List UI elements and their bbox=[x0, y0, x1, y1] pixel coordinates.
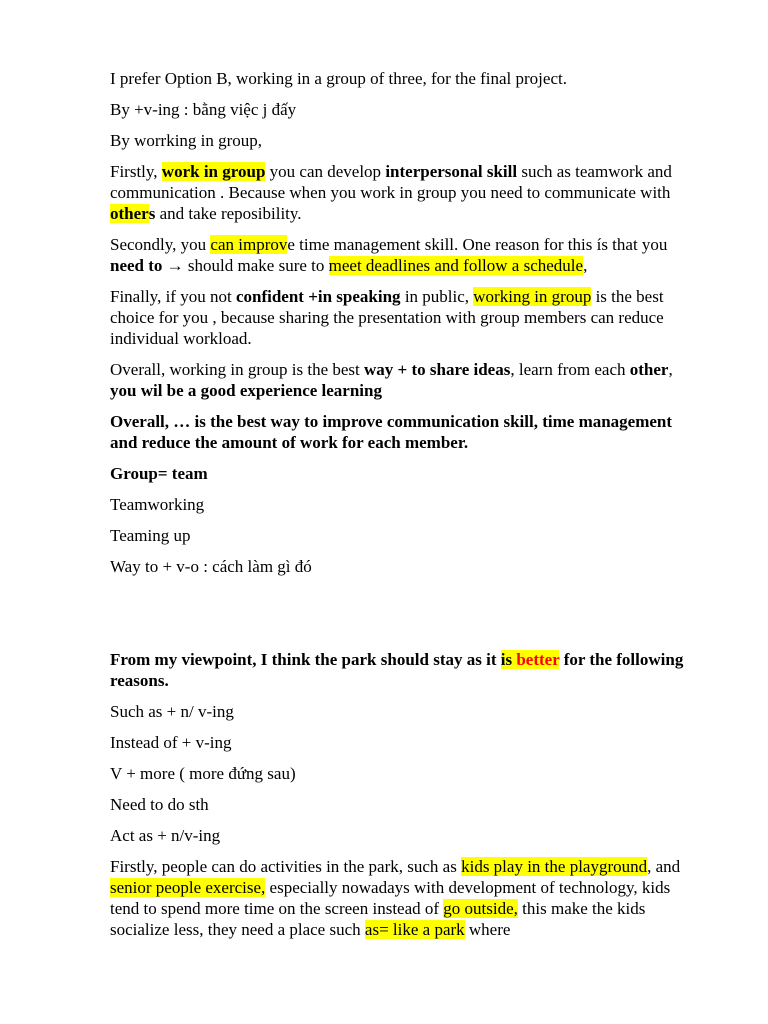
text: such as teamwork and communication . Because when you work in group you need to communicate with bbox=[110, 162, 672, 202]
paragraph-by-ving: By +v-ing : bằng việc j đấy bbox=[110, 100, 297, 119]
paragraph-viewpoint bbox=[110, 649, 690, 691]
bold-text: interpersonal skill bbox=[385, 162, 518, 181]
bold-text: s bbox=[148, 204, 156, 223]
text: is the best choice for you , because sharing the presentation with group members can reduce individual workload. bbox=[110, 287, 664, 348]
bold-text: you wil be a good experience learning bbox=[110, 381, 382, 400]
highlighted-text: is bbox=[500, 650, 517, 669]
paragraph-overall-2 bbox=[110, 411, 690, 453]
paragraph-secondly bbox=[110, 234, 690, 276]
paragraph-firstly bbox=[110, 161, 690, 224]
bold-text: confident +in speaking bbox=[235, 287, 401, 306]
text: , learn from each bbox=[510, 360, 630, 379]
text: you can develop bbox=[265, 162, 386, 181]
paragraph-option-b: I prefer Option B, working in a group of three, for the final project. bbox=[110, 69, 567, 88]
paragraph-way-to: Way to + v-o : cách làm gì đó bbox=[110, 557, 312, 576]
paragraph-such-as: Such as + n/ v-ing bbox=[110, 702, 234, 721]
text: Overall, working in group is the best bbox=[110, 360, 365, 379]
paragraph-v-more: V + more ( more đứng sau) bbox=[110, 764, 296, 783]
text: , bbox=[583, 256, 588, 275]
paragraph-need-to: Need to do sth bbox=[110, 795, 209, 814]
text: Firstly, bbox=[110, 162, 162, 181]
highlighted-text: as= like a park bbox=[364, 920, 465, 939]
paragraph-teamworking: Teamworking bbox=[110, 495, 205, 514]
text: Firstly, people can do activities in the park, such as bbox=[110, 857, 462, 876]
text: especially nowadays with development of technology, kids tend to spend more time on the screen instead of bbox=[110, 878, 671, 918]
paragraph-finally bbox=[110, 286, 690, 349]
bold-text: for the following reasons. bbox=[110, 650, 684, 690]
bold-text: Overall, … is the best way to improve communication skill, time management and reduce the amount of work for each member. bbox=[110, 412, 673, 452]
text: → should make sure to bbox=[162, 256, 329, 275]
bold-text: way + to share ideas bbox=[364, 360, 511, 379]
document-page bbox=[110, 68, 690, 950]
text: in public, bbox=[400, 287, 474, 306]
paragraph-by-working: By worrking in group, bbox=[110, 131, 263, 150]
text: where bbox=[464, 920, 511, 939]
highlighted-text: go outside, bbox=[443, 899, 518, 918]
text: and take reposibility. bbox=[155, 204, 302, 223]
blank-space bbox=[110, 587, 690, 649]
bold-text: Group= team bbox=[110, 464, 208, 483]
text: , and bbox=[647, 857, 681, 876]
highlighted-text: work in group bbox=[161, 162, 266, 181]
text: Secondly, you bbox=[110, 235, 211, 254]
bold-text: From my viewpoint, I think the park should stay as it bbox=[110, 650, 501, 669]
text: Finally, if you not bbox=[110, 287, 236, 306]
paragraph-teaming-up: Teaming up bbox=[110, 526, 191, 545]
red-highlighted-text: better bbox=[516, 650, 560, 669]
bold-text: other bbox=[629, 360, 669, 379]
bold-text: need to bbox=[110, 256, 163, 275]
paragraph-instead-of: Instead of + v-ing bbox=[110, 733, 232, 752]
highlighted-text: other bbox=[110, 204, 149, 223]
highlighted-text: working in group bbox=[473, 287, 592, 306]
highlighted-text: meet deadlines and follow a schedule bbox=[328, 256, 584, 275]
highlighted-text: kids play in the playground bbox=[461, 857, 648, 876]
paragraph-overall-1 bbox=[110, 359, 690, 401]
paragraph-firstly-park bbox=[110, 856, 690, 940]
paragraph-act-as: Act as + n/v-ing bbox=[110, 826, 221, 845]
highlighted-text: can improv bbox=[210, 235, 288, 254]
highlighted-text: senior people exercise, bbox=[110, 878, 266, 897]
text: , bbox=[668, 360, 673, 379]
text: e time management skill. One reason for this ís that you bbox=[287, 235, 668, 254]
paragraph-group-team bbox=[110, 463, 690, 484]
text: this make the kids socialize less, they need a place such bbox=[110, 899, 646, 939]
